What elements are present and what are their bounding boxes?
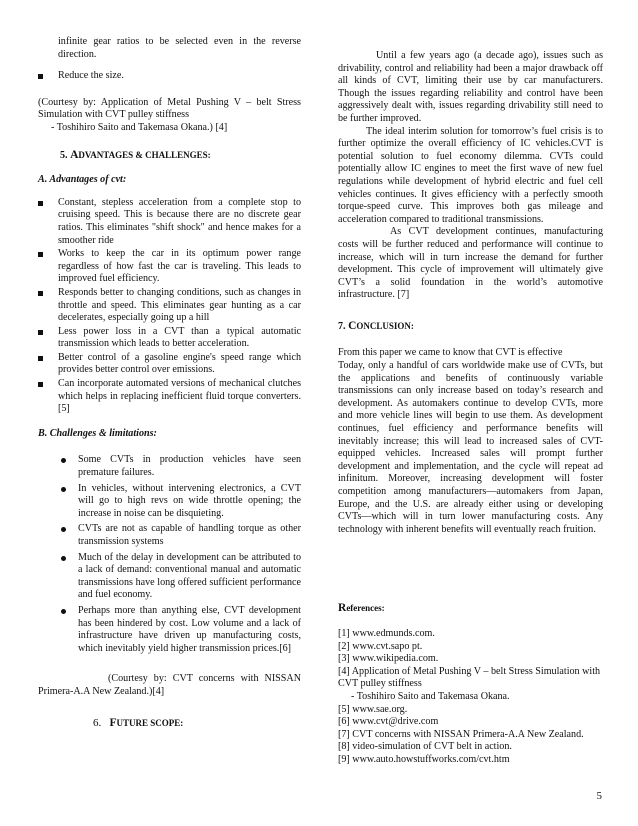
section-6-heading [38, 717, 301, 730]
square-bullet-icon [38, 252, 43, 257]
list-item-text: Much of the delay in development can be attributed to a lack of demand: conventional manual and automatic transmissions have long offered sufficient performance and fuel economy. [78, 551, 301, 601]
advantages-list [38, 197, 301, 416]
challenges-list [38, 454, 301, 655]
reference-item: [9] www.auto.howstuffworks.com/cvt.htm [338, 753, 510, 765]
list-item-text: Perhaps more than anything else, CVT development has been hindered by cost. Low volume and a lack of infrastructure have driven up manufacturing costs, which inevitably yield higher transmission prices.[6] [78, 604, 301, 654]
courtesy-note-1-authors: - Toshihiro Saito and Takemasa Okana.) [4] [51, 121, 228, 133]
list-item [38, 287, 301, 325]
square-bullet-icon [38, 291, 43, 296]
references-list [338, 628, 603, 767]
left-column [38, 36, 301, 729]
reference-item: [1] www.edmunds.com. [338, 627, 435, 639]
list-item-text: Less power loss in a CVT than a typical automatic transmission which leads to better acceleration. [58, 325, 301, 350]
list-item-text: Reduce the size. [58, 70, 124, 82]
reference-item: [2] www.cvt.sapo pt. [338, 640, 423, 652]
heading-rest: DVANTAGES & CHALLENGES: [78, 149, 211, 160]
list-item-text: Some CVTs in production vehicles have seen premature failures. [78, 454, 301, 479]
square-bullet-icon [38, 382, 43, 387]
list-item-text: CVTs are not as capable of handling torque as other transmission systems [78, 523, 301, 547]
courtesy-note-2: (Courtesy by: CVT concerns with NISSAN Primera-A.A New Zealand.)[4] [38, 673, 301, 697]
paragraph-drivability: Until a few years ago (a decade ago), issues such as drivability, control and reliability had been a major drawback off all kinds of CVT, limiting their use by car manufacturers. Though the issues regarding reliability and control have been aggressively dealt with, issues regarding drivability still need to be further improved. [338, 50, 603, 124]
conclusion-intro: From this paper we came to know that CVT is effective [338, 347, 563, 359]
list-item [38, 326, 301, 351]
heading-rest: ONCLUSION: [356, 320, 414, 331]
list-item [38, 552, 301, 602]
reference-item: [5] www.sae.org. [338, 703, 408, 715]
intro-continuation: infinite gear ratios to be selected even in the reverse direction. [58, 36, 301, 60]
heading-initial: A [70, 148, 79, 161]
paragraph-development: As CVT development continues, manufacturing costs will be further reduced and performance will continue to increase, which will in turn increase the demand for further development. This cycle of improvement will ultimately give CVT’s a solid foundation in the world’s automotive infrastructure. [7] [338, 226, 603, 301]
list-item [38, 352, 301, 377]
paragraph-interim-solution: The ideal interim solution for tomorrow’s fuel crisis is to further optimize the overall efficiency of IC vehicles.CVT is potential solution to fuel economy dilemma. CVTs could potentially allow IC engines to meet the first wave of new fuel regulations while development of hybrid electric and fuel cell vehicles continues. It gives efficiency with a perfectly smooth torque-speed curve. This improves both gas mileage and acceleration compared to traditional transmissions. [338, 125, 603, 225]
reference-item: [4] Application of Metal Pushing V – belt Stress Simulation with CVT pulley stiffness [338, 665, 601, 690]
list-item-text: Responds better to changing conditions, such as changes in throttle and speed. This eliminates gear hunting as a car decelerates, especially going up a hill [58, 286, 301, 324]
section-number: 7. [338, 320, 346, 332]
list-item [38, 523, 301, 548]
list-item [38, 454, 301, 479]
reference-item: - Toshihiro Saito and Takemasa Okana. [351, 690, 510, 702]
list-item-text: Better control of a gasoline engine's speed range which provides better control over emissions. [58, 351, 301, 376]
section-number: 6. [93, 716, 102, 729]
round-bullet-icon [61, 556, 66, 561]
reference-item: [8] video-simulation of CVT belt in action. [338, 741, 512, 753]
reference-item: [7] CVT concerns with NISSAN Primera-A.A New Zealand. [338, 728, 584, 740]
round-bullet-icon [61, 527, 66, 532]
heading-initial: R [338, 602, 347, 615]
list-item [38, 70, 301, 83]
challenges-heading: B. Challenges & limitations: [38, 427, 157, 439]
conclusion-body: Today, only a handful of cars worldwide make use of CVTs, but the applications and benefits of continuously variable transmissions can only increase based on today’s research and development. As automakers continue to develop CVTs, more and more vehicle lines will begin to use them. As development continues, fuel efficiency and performance benefits will inevitably increase; this will lead to increased sales of CVT-equipped vehicles. Increased sales will prompt further development and implementation, and the cycle will repeat ad infinitum. Moreover, increasing development will foster competition among manufacturers—automakers from Japan, Europe, and the U.S. are already either using or developing CVTs—which will in turn lower manufacturing costs. Any technology with inherent benefits will eventually reach fruition. [338, 360, 603, 535]
page-number: 5 [596, 790, 602, 802]
references-heading [338, 602, 603, 616]
reference-item: [6] www.cvt@drive.com [338, 716, 439, 728]
heading-rest: UTURE SCOPE: [116, 717, 184, 728]
square-bullet-icon [38, 201, 43, 206]
list-item [38, 483, 301, 521]
courtesy-note-1: (Courtesy by: Application of Metal Pushing V – belt Stress Simulation with CVT pulley stiffness [38, 96, 301, 121]
reduce-size-list [38, 70, 301, 83]
advantages-heading: A. Advantages of cvt: [38, 174, 127, 186]
list-item [38, 378, 301, 416]
list-item [38, 605, 301, 655]
right-column [338, 50, 603, 767]
list-item-text: In vehicles, without intervening electronics, a CVT will go to high revs on wide throttle opening; the increase in noise can be disquieting. [78, 482, 301, 519]
heading-initial: C [348, 319, 357, 332]
round-bullet-icon [61, 487, 66, 492]
square-bullet-icon [38, 356, 43, 361]
section-5-heading [38, 149, 301, 163]
list-item-text: Constant, stepless acceleration from a complete stop to cruising speed. This is because there are no discrete gear ratios. This eliminates "shift shock" and hence makes for a smoother ride [58, 196, 301, 246]
section-7-heading [338, 320, 603, 334]
square-bullet-icon [38, 74, 43, 79]
list-item-text: Works to keep the car in its optimum power range regardless of how fast the car is traveling. This leads to improved fuel efficiency. [58, 248, 301, 285]
square-bullet-icon [38, 330, 43, 335]
round-bullet-icon [61, 458, 66, 463]
list-item [38, 197, 301, 247]
reference-item: [3] www.wikipedia.com. [338, 653, 439, 665]
heading-initial: F [109, 716, 117, 729]
heading-rest: eferences: [346, 603, 385, 614]
list-item [38, 248, 301, 286]
section-number: 5. [60, 149, 68, 161]
list-item-text: Can incorporate automated versions of mechanical clutches which helps in replacing inefficient fluid torque converters.[5] [58, 378, 301, 415]
round-bullet-icon [61, 609, 66, 614]
